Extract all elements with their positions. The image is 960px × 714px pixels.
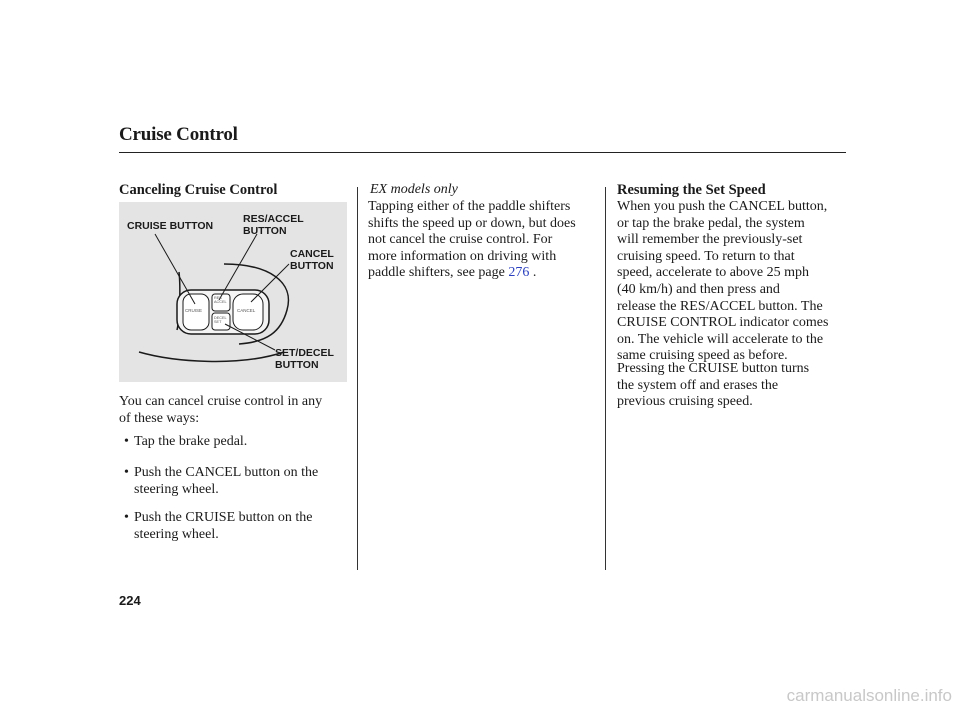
page-reference-link[interactable]: 276 <box>508 265 530 281</box>
switch-label-cancel: CANCEL <box>237 308 256 313</box>
steering-wheel-switch-illustration <box>119 202 347 382</box>
ex-models-note: EX models only <box>370 182 458 197</box>
title-divider <box>119 152 846 153</box>
page-number: 224 <box>119 593 141 608</box>
cruise-off-paragraph: Pressing the CRUISE button turns the system off and erases the previous cruising speed. <box>617 361 810 410</box>
callout-cruise-button: CRUISE BUTTON <box>127 220 214 232</box>
callout-set-decel-button: SET/DECEL BUTTON <box>275 347 334 371</box>
paragraph-text-end: . <box>529 265 537 281</box>
switch-label-cruise: CRUISE <box>185 308 203 313</box>
section-heading-canceling: Canceling Cruise Control <box>119 182 278 198</box>
column-divider-right <box>605 187 606 570</box>
cancel-intro-text: You can cancel cruise control in any of these ways: <box>119 394 323 426</box>
switch-label-decel-set: DECEL SET <box>214 316 227 325</box>
paragraph-text: Tapping either of the paddle shifters shifts the speed up or down, but does not cancel the cruise control. For more information on driving with paddle shifters, see page <box>368 199 576 281</box>
list-item: Tap the brake pedal. <box>134 434 248 449</box>
bullet-marker: • <box>124 434 129 449</box>
callout-cancel-button: CANCEL BUTTON <box>290 248 334 272</box>
callout-res-accel-button: RES/ACCEL BUTTON <box>243 213 304 237</box>
page-title: Cruise Control <box>119 124 238 145</box>
section-heading-resuming: Resuming the Set Speed <box>617 182 766 198</box>
paddle-shifter-paragraph <box>368 199 604 282</box>
bullet-marker: • <box>124 510 129 525</box>
switch-label-res-accel: RES ACCEL <box>214 296 227 305</box>
list-item: Push the CRUISE button on the steering wheel. <box>134 510 313 542</box>
watermark: carmanualsonline.info <box>786 686 952 705</box>
column-divider-left <box>357 187 358 570</box>
resume-paragraph: When you push the CANCEL button, or tap the brake pedal, the system will remember the previously-set cruising speed. To return to that speed, accelerate to above 25 mph (40 km/h) and then press and release the RES/ACCEL button. The CRUISE CONTROL indicator comes on. The vehicle will accelerate to the same cruising speed as before. <box>617 199 829 364</box>
list-item: Push the CANCEL button on the steering wheel. <box>134 465 319 497</box>
bullet-marker: • <box>124 465 129 480</box>
